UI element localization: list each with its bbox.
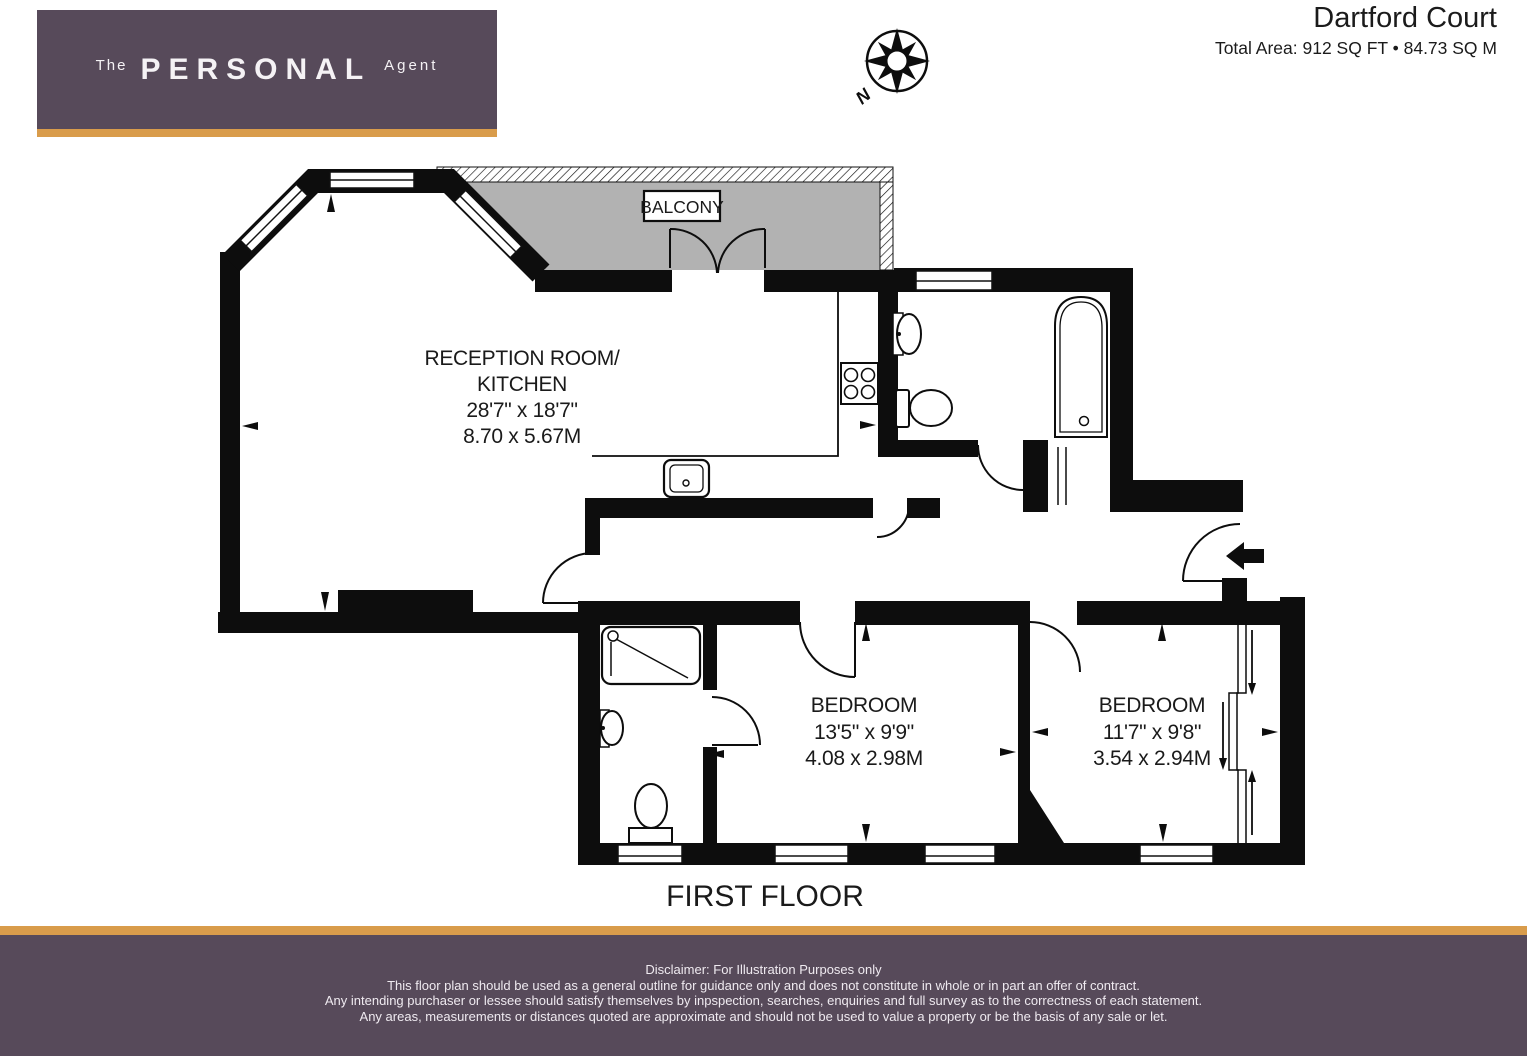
reception-label-line2: KITCHEN: [476, 373, 568, 396]
compass-north-label: N: [851, 84, 875, 109]
logo-suffix: Agent: [384, 57, 439, 74]
compass-icon: [852, 23, 935, 108]
reception-size-metric: 8.70 x 5.67M: [463, 425, 581, 448]
footer-disclaimer: [0, 935, 1527, 1056]
disclaimer-line: Any areas, measurements or distances quoted are approximate and should not be used to value a property or be the basis of any sale or let.: [359, 1008, 1168, 1024]
bedroom1-label: BEDROOM: [810, 694, 918, 717]
bedroom2-size-imperial: 11'7" x 9'8": [1102, 721, 1202, 744]
bedroom2-size-metric: 3.54 x 2.94M: [1093, 747, 1211, 770]
bedroom1-size-metric: 4.08 x 2.98M: [805, 747, 923, 770]
bathroom-toilet: [896, 390, 909, 427]
balcony-label: [640, 191, 724, 221]
property-title: Dartford Court: [1313, 2, 1497, 34]
reception-size-imperial: 28'7" x 18'7": [466, 399, 578, 422]
reception-label-line1: RECEPTION ROOM/: [424, 347, 620, 370]
disclaimer-line: Any intending purchaser or lessee should satisfy themselves by inpspection, searches, enquiries and full survey as to the correctness of each statement.: [324, 993, 1203, 1008]
entrance-arrow: [1226, 542, 1264, 570]
bedroom1-size-imperial: 13'5" x 9'9": [814, 721, 914, 744]
logo-prefix: The: [95, 57, 128, 74]
footer-accent-stripe: [0, 926, 1527, 935]
bathtub: [1055, 297, 1107, 437]
bedroom2-wardrobe: [1219, 620, 1256, 843]
floor-label: FIRST FLOOR: [666, 880, 864, 913]
disclaimer-line: Disclaimer: For Illustration Purposes only: [645, 962, 882, 977]
shower-room-toilet: [635, 784, 667, 828]
hob: [841, 363, 878, 404]
total-area-label: Total Area: 912 SQ FT • 84.73 SQ M: [1214, 38, 1497, 58]
svg-text:BALCONY: BALCONY: [640, 197, 724, 217]
logo-name: PERSONAL: [140, 52, 372, 86]
disclaimer-line: This floor plan should be used as a general outline for guidance only and does not constitute in whole or in part an offer of contract.: [387, 977, 1140, 993]
shower-room-fixtures: [600, 627, 700, 843]
bathroom-fixtures: [893, 297, 1107, 437]
kitchen-fixtures: [592, 292, 878, 497]
bedroom2-label: BEDROOM: [1098, 694, 1206, 717]
kitchen-counter: [592, 292, 838, 456]
